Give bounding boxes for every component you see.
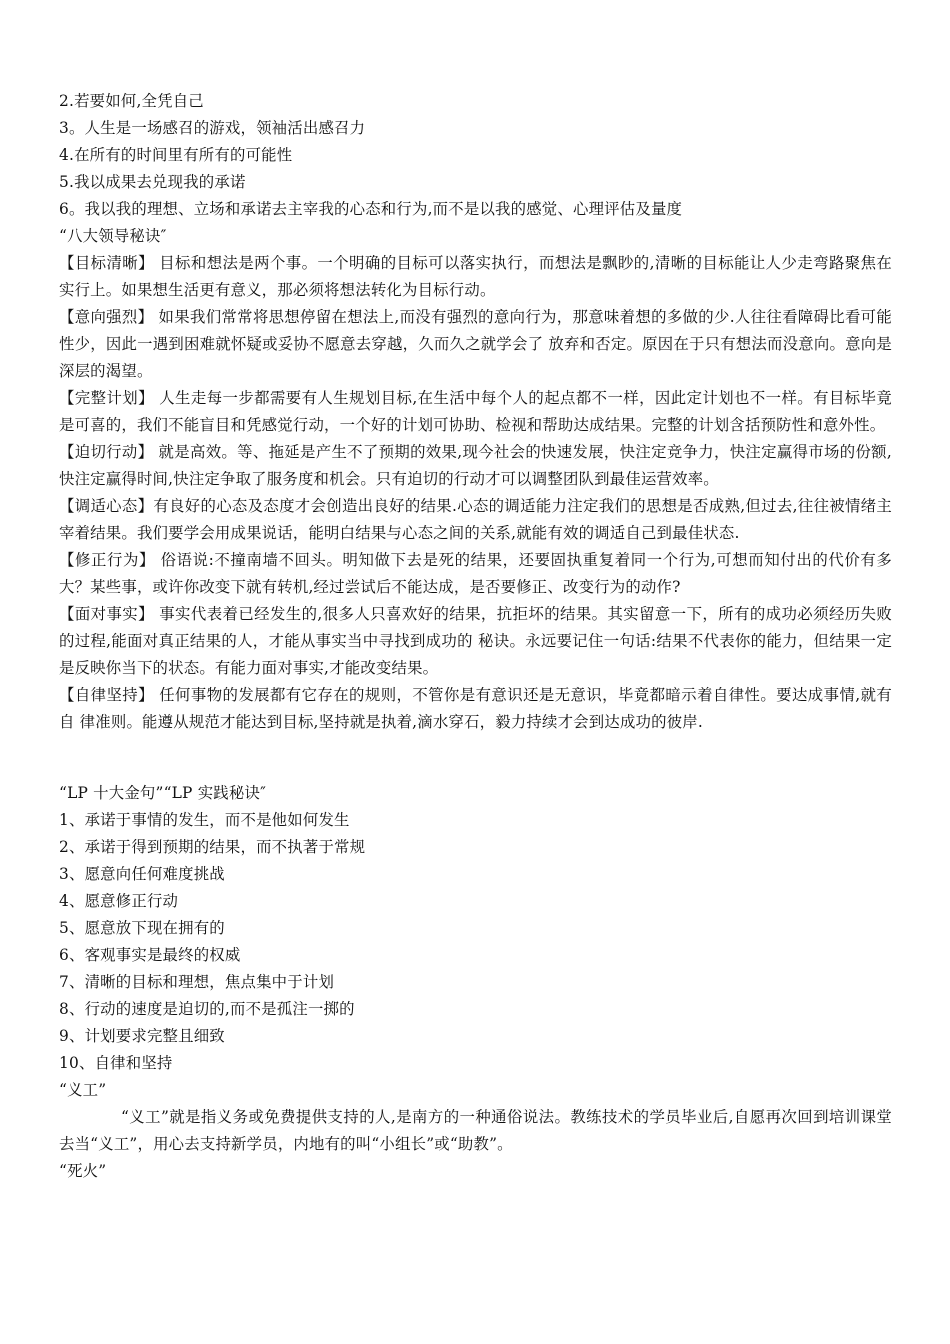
section-title-stall: “死火” (59, 1162, 107, 1180)
secret-paragraph: 【调适心态】有良好的心态及态度才会创造出良好的结果.心态的调适能力注定我们的思想是否成熟,但过去,往往被情绪主宰着结果。我们要学会用成果说话，能明白结果与心态之间的关系,就能有效的调适自己到最佳状态. (59, 497, 892, 542)
volunteer-paragraph: “义工”就是指义务或免费提供支持的人,是南方的一种通俗说法。教练技术的学员毕业后,自愿再次回到培训课堂去当“义工”，用心去支持新学员，内地有的叫“小组长”或“助教”。 (59, 1108, 892, 1153)
section-title-volunteer: “义工” (59, 1081, 107, 1099)
golden-sentence: 10、自律和坚持 (59, 1054, 173, 1072)
section-title-lp-sentences: “LP 十大金句”“LP 实践秘诀″ (59, 784, 267, 802)
secret-paragraph: 【迫切行动】 就是高效。等、拖延是产生不了预期的效果,现今社会的快速发展，快注定竞争力，快注定赢得市场的份额,快注定赢得时间,快注定争取了服务度和机会。只有迫切的行动才可以调整团队到最佳运营效率。 (59, 443, 892, 488)
intro-item: 6。我以我的理想、立场和承诺去主宰我的心态和行为,而不是以我的感觉、心理评估及量度 (59, 200, 683, 218)
golden-sentence: 6、客观事实是最终的权威 (59, 946, 241, 964)
secret-paragraph: 【面对事实】 事实代表着已经发生的,很多人只喜欢好的结果，抗拒坏的结果。其实留意一下，所有的成功必须经历失败 的过程,能面对真正结果的人，才能从事实当中寻找到成功的 秘诀。永远要记住一句话:结果不代表你的能力，但结果一定是反映你当下的状态。有能力面对事实,才能改变结果。 (59, 605, 892, 677)
secret-paragraph: 【意向强烈】 如果我们常常将思想停留在想法上,而没有强烈的意向行为，那意味着想的多做的少.人往往看障碍比看可能性少，因此一遇到困难就怀疑或妥协不愿意去穿越，久而久之就学会了 放弃和否定。原因在于只有想法而没意向。意向是深层的渴望。 (59, 308, 892, 380)
secret-paragraph: 【完整计划】 人生走每一步都需要有人生规划目标,在生活中每个人的起点都不一样，因此定计划也不一样。有目标毕竟是可喜的，我们不能盲目和凭感觉行动，一个好的计划可协助、检视和帮助达成结果。完整的计划含括预防性和意外性。 (59, 389, 892, 434)
golden-sentence: 8、行动的速度是迫切的,而不是孤注一掷的 (59, 1000, 355, 1018)
intro-item: 5.我以成果去兑现我的承诺 (59, 173, 246, 191)
secret-paragraph: 【目标清晰】 目标和想法是两个事。一个明确的目标可以落实执行，而想法是飘眇的,清晰的目标能让人少走弯路聚焦在实行上。如果想生活更有意义，那必须将想法转化为目标行动。 (59, 254, 892, 299)
document-page (59, 88, 892, 1185)
golden-sentence: 4、愿意修正行动 (59, 892, 179, 910)
golden-sentence: 9、计划要求完整且细致 (59, 1027, 225, 1045)
intro-item: 2.若要如何,全凭自己 (59, 92, 204, 110)
secret-paragraph: 【修正行为】 俗语说:不撞南墙不回头。明知做下去是死的结果，还要固执重复着同一个行为,可想而知付出的代价有多大？某些事，或许你改变下就有转机,经过尝试后不能达成，是否要修正、改变行为的动作? (59, 551, 892, 596)
secret-paragraph: 【自律坚持】 任何事物的发展都有它存在的规则，不管你是有意识还是无意识，毕竟都暗示着自律性。要达成事情,就有自 律准则。能遵从规范才能达到目标,坚持就是执着,滴水穿石，毅力持续才会到达成功的彼岸. (59, 686, 892, 731)
intro-item: 4.在所有的时间里有所有的可能性 (59, 146, 293, 164)
golden-sentence: 3、愿意向任何难度挑战 (59, 865, 225, 883)
golden-sentence: 7、清晰的目标和理想，焦点集中于计划 (59, 973, 335, 991)
golden-sentence: 5、愿意放下现在拥有的 (59, 919, 225, 937)
golden-sentence: 2、承诺于得到预期的结果，而不执著于常规 (59, 838, 366, 856)
golden-sentence: 1、承诺于事情的发生，而不是他如何发生 (59, 811, 350, 829)
intro-item: 3。人生是一场感召的游戏，领袖活出感召力 (59, 119, 366, 137)
section-title-eight-secrets: “八大领导秘诀″ (59, 227, 167, 245)
spacer (59, 736, 892, 780)
